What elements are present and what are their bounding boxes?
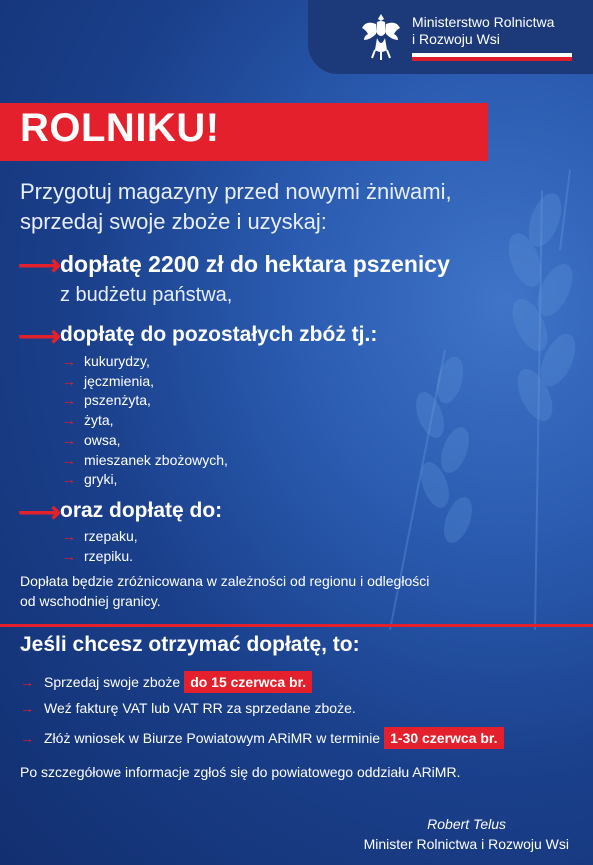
signature-name: Robert Telus	[427, 816, 506, 832]
info-text: Po szczegółowe informacje zgłoś się do powiatowego oddziału ARiMR.	[20, 764, 461, 780]
arrow-right-icon: →	[20, 674, 34, 690]
polish-eagle-icon	[360, 10, 402, 62]
wheat-subsidy-source: z budżetu państwa,	[60, 284, 233, 306]
intro-text	[20, 177, 580, 237]
list-item: → gryki,	[62, 470, 228, 490]
arrow-right-icon: ⟶	[18, 320, 62, 353]
arrow-right-icon: →	[62, 431, 76, 448]
conditions-heading: Jeśli chcesz otrzymać dopłatę, to:	[20, 633, 360, 656]
arrow-right-icon: →	[20, 700, 34, 716]
step-sell-grain: → Sprzedaj swoje zboże do 15 czerwca br.	[20, 671, 312, 693]
wheat-subsidy-headline: dopłatę 2200 zł do hektara pszenicy	[60, 251, 450, 277]
list-item: → kukurydzy,	[62, 352, 228, 372]
arrow-right-icon: →	[62, 471, 76, 488]
step-invoice: → Weź fakturę VAT lub VAT RR za sprzedane zboże.	[20, 700, 356, 716]
note-line2: od wschodniej granicy.	[20, 593, 161, 609]
ministry-name-line2: i Rozwoju Wsi	[412, 31, 500, 47]
list-item: → pszenżyta,	[62, 391, 228, 411]
list-item: → żyta,	[62, 411, 228, 431]
polish-flag-stripe	[412, 53, 572, 61]
deadline-badge: do 15 czerwca br.	[184, 671, 312, 693]
list-item: → rzepiku.	[62, 547, 138, 567]
arrow-right-icon: →	[62, 353, 76, 369]
arrow-right-icon: →	[62, 547, 76, 564]
other-grains-headline: dopłatę do pozostałych zbóż tj.:	[60, 323, 378, 346]
arrow-right-icon: →	[62, 392, 76, 409]
arrow-right-icon: →	[20, 730, 34, 746]
ministry-name-line1: Ministerstwo Rolnictwa	[412, 14, 555, 30]
list-item: → mieszanek zbożowych,	[62, 451, 228, 471]
list-item: → rzepaku,	[62, 527, 138, 547]
arrow-right-icon: →	[62, 451, 76, 468]
arrow-right-icon: →	[62, 528, 76, 544]
arrow-right-icon: ⟶	[18, 496, 62, 529]
signature-title: Minister Rolnictwa i Rozwoju Wsi	[363, 836, 569, 852]
oilseed-headline: oraz dopłatę do:	[60, 499, 223, 522]
arrow-right-icon: ⟶	[18, 249, 62, 282]
oilseed-list	[62, 527, 138, 566]
other-grains-list	[62, 352, 228, 490]
arrow-right-icon: →	[62, 412, 76, 429]
step-submit-application: → Złóż wniosek w Biurze Powiatowym ARiMR w terminie 1-30 czerwca br.	[20, 727, 504, 749]
ministry-name	[412, 14, 582, 48]
section-divider	[0, 624, 593, 627]
arrow-right-icon: →	[62, 372, 76, 389]
note-line1: Dopłata będzie zróżnicowana w zależności od regionu i odległości	[20, 573, 430, 589]
regional-note	[20, 571, 540, 611]
list-item: → owsa,	[62, 431, 228, 451]
banner-title: ROLNIKU!	[20, 106, 220, 150]
intro-line1: Przygotuj magazyny przed nowymi żniwami,	[20, 179, 452, 204]
intro-line2: sprzedaj swoje zboże i uzyskaj:	[20, 209, 327, 234]
list-item: → jęczmienia,	[62, 372, 228, 392]
deadline-badge: 1-30 czerwca br.	[384, 727, 503, 749]
